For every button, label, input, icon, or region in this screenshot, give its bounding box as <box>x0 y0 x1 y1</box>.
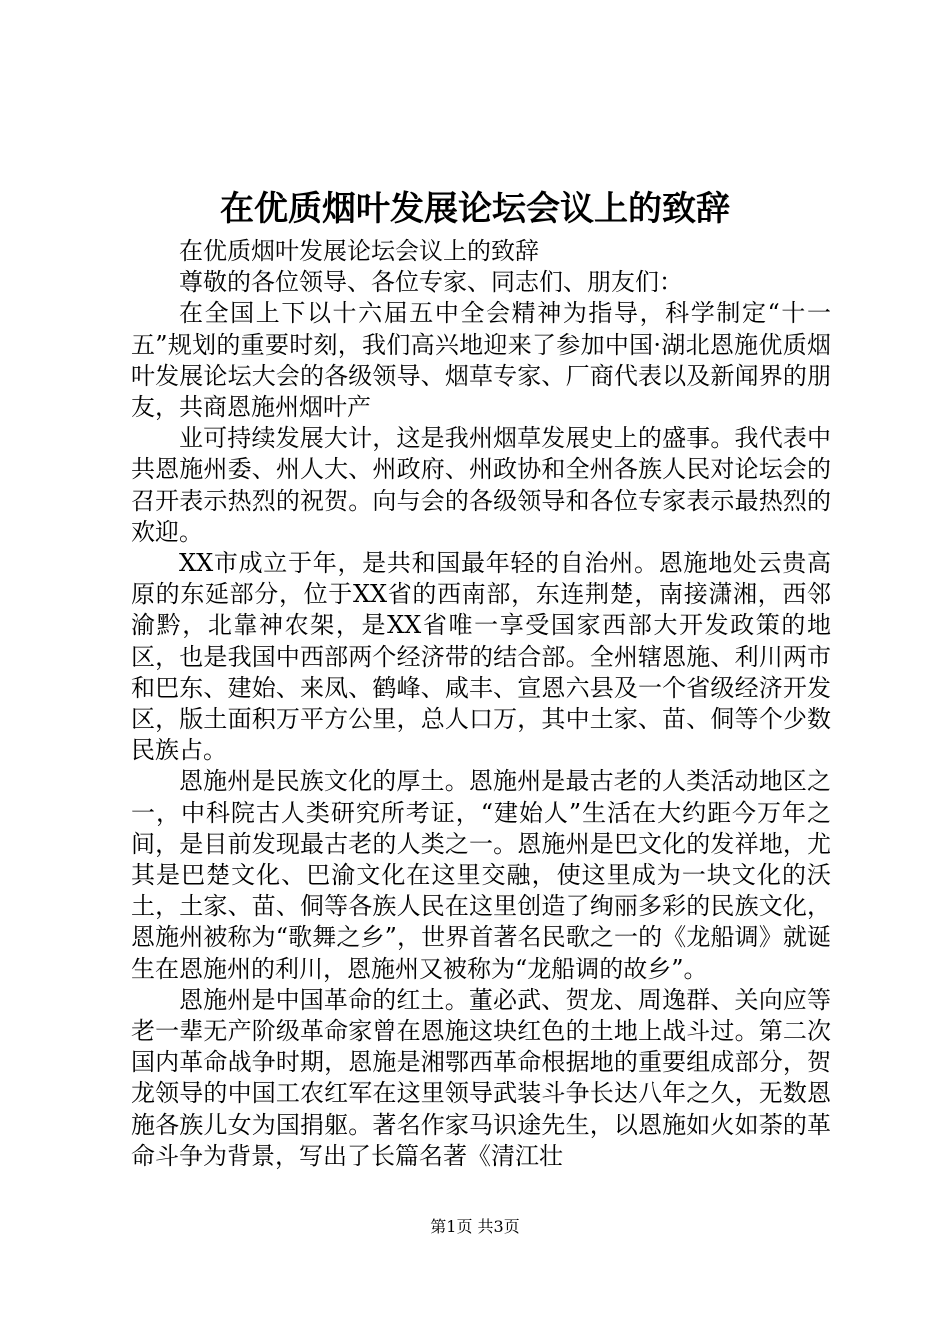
paragraph: 恩施州是中国革命的红土。董必武、贺龙、周逸群、关向应等老一辈无产阶级革命家曾在恩施这块红色的土地上战斗过。第二次国内革命战争时期，恩施是湘鄂西革命根据地的重要组成部分，贺龙领导的中国工农红军在这里领导武装斗争长达八年之久，无数恩施各族儿女为国捐躯。著名作家马识途先生，以恩施如火如荼的革命斗争为背景，写出了长篇名著《清江壮 <box>131 985 831 1170</box>
document-title: 在优质烟叶发展论坛会议上的致辞 <box>220 189 730 229</box>
paragraph: XX市成立于年，是共和国最年轻的自治州。恩施地处云贵高原的东延部分，位于XX省的西南部，东连荆楚，南接潇湘，西邻渝黔，北靠神农架，是XX省唯一享受国家西部大开发政策的地区，也是我国中西部两个经济带的结合部。全州辖恩施、利川两市和巴东、建始、来凤、鹤峰、咸丰、宣恩六县及一个省级经济开发区，版土面积万平方公里，总人口万，其中土家、苗、侗等个少数民族占。 <box>131 549 831 765</box>
paragraph: 恩施州是民族文化的厚土。恩施州是最古老的人类活动地区之一，中科院古人类研究所考证，“建始人”生活在大约距今万年之间，是目前发现最古老的人类之一。恩施州是巴文化的发祥地，尤其是巴楚文化、巴渝文化在这里交融，使这里成为一块文化的沃土，土家、苗、侗等各族人民在这里创造了绚丽多彩的民族文化，恩施州被称为“歌舞之乡”，世界首著名民歌之一的《龙船调》就诞生在恩施州的利川，恩施州又被称为“龙船调的故乡”。 <box>131 767 831 983</box>
paragraph: 尊敬的各位领导、各位专家、同志们、朋友们： <box>179 268 683 297</box>
paragraph: 在优质烟叶发展论坛会议上的致辞 <box>179 237 539 265</box>
document-body <box>131 236 831 1172</box>
page-number-footer: 第1页 共3页 <box>430 1217 520 1236</box>
paragraph: 业可持续发展大计，这是我州烟草发展史上的盛事。我代表中共恩施州委、州人大、州政府、州政协和全州各族人民对论坛会的召开表示热烈的祝贺。向与会的各级领导和各位专家表示最热烈的欢迎。 <box>131 424 831 546</box>
paragraph: 在全国上下以十六届五中全会精神为指导，科学制定“十一五”规划的重要时刻，我们高兴地迎来了参加中国·湖北恩施优质烟叶发展论坛大会的各级领导、烟草专家、厂商代表以及新闻界的朋友，共商恩施州烟叶产 <box>131 299 831 422</box>
